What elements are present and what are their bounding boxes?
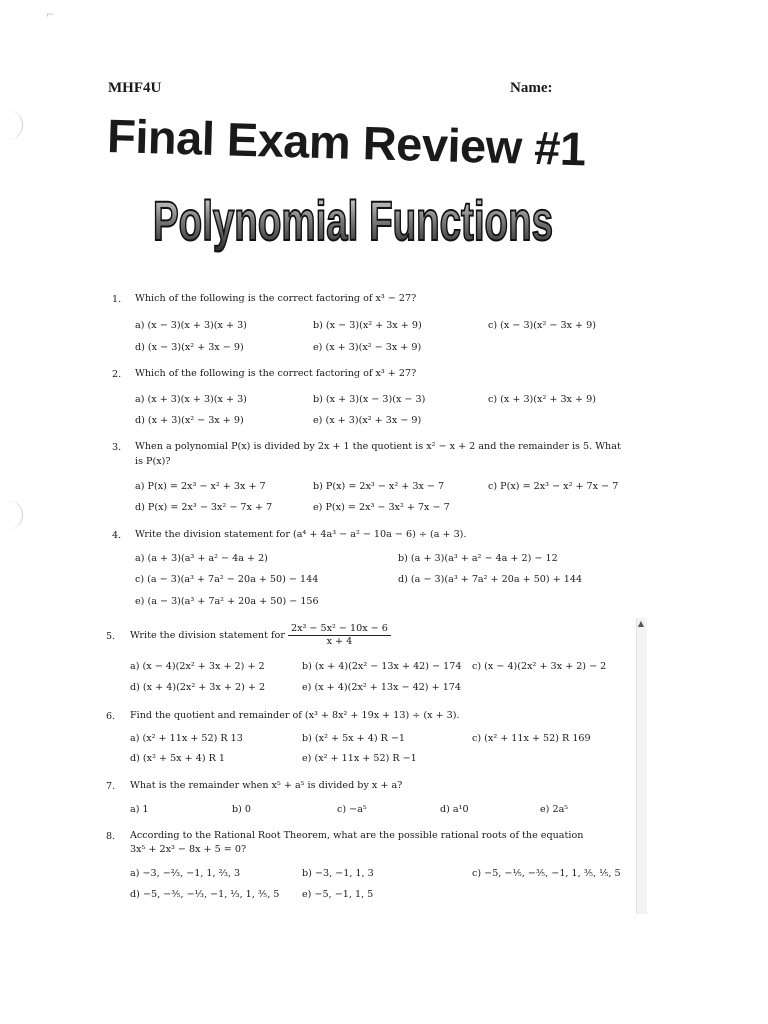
course-code: MHF4U	[108, 80, 162, 96]
question-number: 3.	[112, 442, 122, 453]
option-e: e) (x + 3)(x² + 3x − 9)	[313, 415, 422, 426]
option-b: b) P(x) = 2x³ − x² + 3x − 7	[313, 481, 445, 492]
option-a: a) 1	[130, 804, 149, 815]
option-b: b) (x² + 5x + 4) R −1	[302, 733, 406, 744]
scroll-up-arrow-icon[interactable]: ▲	[637, 619, 645, 628]
option-d: d) (x² + 5x + 4) R 1	[130, 753, 225, 764]
fraction-numerator: 2x³ − 5x² − 10x − 6	[288, 623, 391, 636]
option-e: e) P(x) = 2x³ − 3x² + 7x − 7	[313, 502, 450, 513]
subtitle-text: Polynomial Functions	[153, 189, 553, 252]
option-b: b) 0	[232, 804, 252, 815]
option-a: a) P(x) = 2x³ − x² + 3x + 7	[135, 481, 266, 492]
margin-tick: ⌐	[46, 10, 55, 21]
option-c: c) (x − 3)(x² − 3x + 9)	[488, 320, 596, 331]
option-b: b) (a + 3)(a³ + a² − 4a + 2) − 12	[398, 553, 558, 564]
option-e: e) (a − 3)(a³ + 7a² + 20a + 50) − 156	[135, 596, 319, 607]
question-number: 8.	[106, 831, 116, 842]
option-e: e) (x² + 11x + 52) R −1	[302, 753, 417, 764]
option-b: b) (x − 3)(x² + 3x + 9)	[313, 320, 422, 331]
option-d: d) (x + 3)(x² − 3x + 9)	[135, 415, 244, 426]
option-e: e) (x + 3)(x² − 3x + 9)	[313, 342, 422, 353]
option-d: d) (a − 3)(a³ + 7a² + 20a + 50) + 144	[398, 574, 583, 585]
question-number: 2.	[112, 369, 122, 380]
option-c: c) −a⁵	[337, 804, 367, 815]
option-c: c) −5, −⅕, −⅗, −1, 1, ⅗, ⅕, 5	[472, 868, 621, 879]
option-b: b) (x + 3)(x − 3)(x − 3)	[313, 394, 426, 405]
question-stem: Which of the following is the correct factoring of x³ + 27?	[135, 368, 417, 379]
option-d: d) P(x) = 2x³ − 3x² − 7x + 7	[135, 502, 273, 513]
option-a: a) (x + 3)(x + 3)(x + 3)	[135, 394, 247, 405]
division-fraction	[288, 623, 391, 648]
question-stem: Which of the following is the correct factoring of x³ − 27?	[135, 293, 417, 304]
option-b: b) (x + 4)(2x² − 13x + 42) − 174	[302, 661, 462, 672]
option-a: a) −3, −⅔, −1, 1, ⅔, 3	[130, 868, 241, 879]
option-c: c) (x + 3)(x² + 3x + 9)	[488, 394, 596, 405]
question-stem: Write the division statement for (a⁴ + 4a³ − a² − 10a − 6) ÷ (a + 3).	[135, 529, 467, 540]
question-number: 1.	[112, 294, 122, 305]
question-stem-line1: According to the Rational Root Theorem, what are the possible rational roots of the equation	[130, 830, 584, 841]
question-number: 6.	[106, 711, 116, 722]
option-a: a) (x − 3)(x + 3)(x + 3)	[135, 320, 247, 331]
option-a: a) (x − 4)(2x² + 3x + 2) + 2	[130, 661, 265, 672]
option-a: a) (a + 3)(a³ + a² − 4a + 2)	[135, 553, 268, 564]
option-d: d) (x − 3)(x² + 3x − 9)	[135, 342, 244, 353]
question-number: 5.	[106, 631, 116, 642]
option-c: c) (x² + 11x + 52) R 169	[472, 733, 591, 744]
question-stem: What is the remainder when x⁵ + a⁵ is divided by x + a?	[130, 780, 403, 791]
hole-punch-mark-top	[0, 110, 23, 140]
subtitle-wordart	[148, 182, 558, 260]
option-a: a) (x² + 11x + 52) R 13	[130, 733, 243, 744]
option-b: b) −3, −1, 1, 3	[302, 868, 374, 879]
question-stem-line1: When a polynomial P(x) is divided by 2x + 1 the quotient is x² − x + 2 and the remainder is 5. What	[135, 441, 621, 452]
option-e: e) −5, −1, 1, 5	[302, 889, 374, 900]
fraction-denominator: x + 4	[326, 636, 353, 647]
option-c: c) (a − 3)(a³ + 7a² − 20a + 50) − 144	[135, 574, 319, 585]
option-e: e) 2a⁵	[540, 804, 569, 815]
option-d: d) −5, −⅗, −⅓, −1, ⅓, 1, ⅗, 5	[130, 889, 280, 900]
name-label: Name:	[510, 80, 553, 96]
option-c: c) P(x) = 2x³ − x² + 7x − 7	[488, 481, 619, 492]
question-stem-line2: is P(x)?	[135, 456, 171, 467]
question-stem: Write the division statement for	[130, 630, 285, 641]
question-number: 4.	[112, 530, 122, 541]
hole-punch-mark-middle	[0, 500, 23, 530]
question-number: 7.	[106, 781, 116, 792]
option-d: d) (x + 4)(2x² + 3x + 2) + 2	[130, 682, 266, 693]
question-stem-line2: 3x⁵ + 2x³ − 8x + 5 = 0?	[130, 844, 247, 855]
question-stem: Find the quotient and remainder of (x³ + 8x² + 19x + 13) ÷ (x + 3).	[130, 710, 460, 721]
scrollbar[interactable]	[636, 618, 647, 914]
page-title: Final Exam Review #1	[106, 108, 587, 176]
option-e: e) (x + 4)(2x² + 13x − 42) + 174	[302, 682, 462, 693]
option-d: d) a¹0	[440, 804, 469, 815]
option-c: c) (x − 4)(2x² + 3x + 2) − 2	[472, 661, 607, 672]
question-stem-with-fraction	[130, 622, 391, 650]
